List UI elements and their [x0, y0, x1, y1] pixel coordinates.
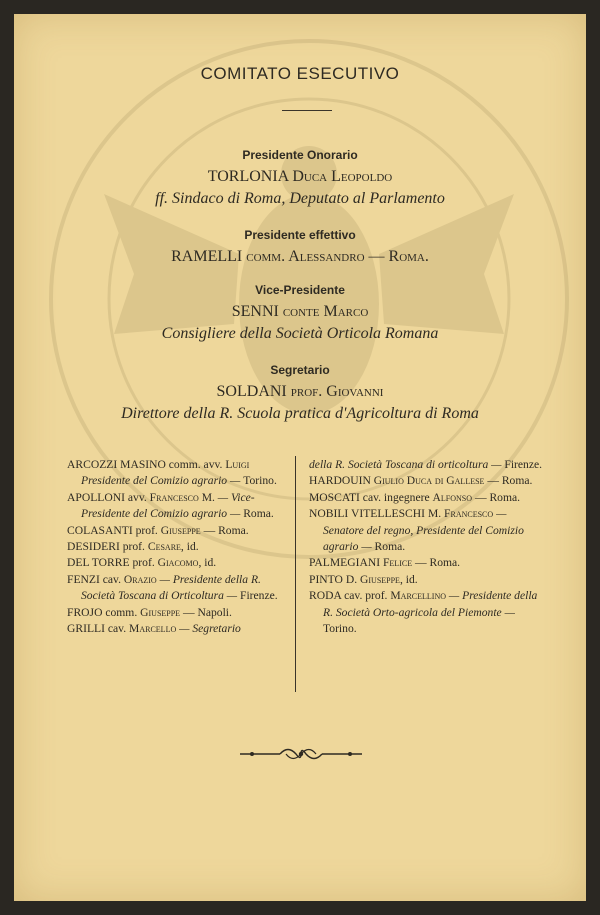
secretary-block [14, 363, 586, 423]
list-item: della R. Società Toscana di orticoltura — Firenze. [309, 458, 543, 471]
list-item: DEL TORRE prof. Giacomo, id. [67, 556, 217, 570]
list-item: HARDOUIN Giulio Duca di Gallese — Roma. [309, 474, 533, 488]
officer-name [14, 383, 586, 401]
surname: TORLONIA [207, 168, 289, 185]
document-page [14, 14, 586, 901]
list-item: ARCOZZI MASINO comm. avv. Luigi Presidente del Comizio agrario — Torino. [67, 458, 277, 488]
officer-title: Consigliere della Società Orticola Romana [161, 325, 439, 342]
list-item: DESIDERI prof. Cesare, id. [67, 540, 199, 554]
list-item: MOSCATI cav. ingegnere Alfonso — Roma. [309, 490, 521, 504]
committee-heading: COMITATO ESECUTIVO [200, 64, 400, 83]
column-divider [295, 456, 296, 692]
officer-name [14, 303, 586, 321]
role-label: Vice-Presidente [255, 283, 345, 297]
list-item: FENZI cav. Orazio — Presidente della R. Società Toscana di Orticoltura — Firenze. [67, 572, 278, 603]
officer-title: ff. Sindaco di Roma, Deputato al Parlamento [155, 190, 445, 207]
list-item: FROJO comm. Giuseppe — Napoli. [67, 605, 232, 619]
list-item: APOLLONI avv. Francesco M. — Vice-Presidente del Comizio agrario — Roma. [67, 490, 274, 521]
list-item: PINTO D. Giuseppe, id. [309, 572, 418, 586]
role-label: Presidente Onorario [242, 148, 358, 162]
ornament-flourish-icon [238, 743, 364, 765]
given-name: conte Marco [282, 303, 369, 320]
given-name: comm. Alessandro — Roma. [246, 248, 429, 265]
list-item: NOBILI VITELLESCHI M. Francesco — Senatore del regno, Presidente del Comizio agrario — Roma. [309, 507, 524, 554]
vice-president-block [14, 283, 586, 343]
given-name: prof. Giovanni [290, 383, 384, 400]
officer-name [14, 168, 586, 186]
list-item: COLASANTI prof. Giuseppe — Roma. [67, 523, 249, 537]
surname: RAMELLI [171, 248, 243, 265]
surname: SOLDANI [216, 383, 287, 400]
officer-title: Direttore della R. Scuola pratica d'Agricoltura di Roma [121, 405, 479, 422]
given-name: Duca Leopoldo [292, 168, 393, 185]
list-item: RODA cav. prof. Marcellino — Presidente della R. Società Orto-agricola del Piemonte — Torino. [309, 589, 538, 636]
list-item: PALMEGIANI Felice — Roma. [309, 556, 461, 570]
members-column-right [309, 457, 547, 637]
heading-rule [282, 110, 332, 111]
officer-name [14, 248, 586, 266]
president-block [14, 228, 586, 266]
role-label: Segretario [270, 363, 330, 377]
honorary-president-block [14, 148, 586, 208]
role-label: Presidente effettivo [244, 228, 356, 242]
surname: SENNI [231, 303, 279, 320]
members-column-left [67, 457, 293, 637]
list-item: GRILLI cav. Marcello — Segretario [67, 622, 241, 636]
